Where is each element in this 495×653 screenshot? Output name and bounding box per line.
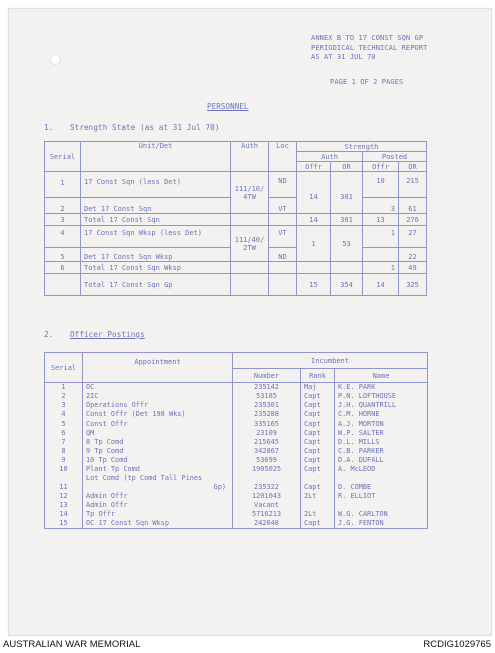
posting-row [45, 392, 428, 401]
serial-cell: 2 [45, 392, 83, 401]
serial-cell: 12 [45, 492, 83, 501]
number-cell: 342867 [233, 447, 301, 456]
table-row [45, 214, 427, 226]
name-cell: C.M. HORNE [335, 410, 428, 419]
auth-cell-empty [231, 262, 269, 274]
serial-cell: 1 [45, 383, 83, 392]
unit-cell: Total 17 Const Sqn Wksp [81, 262, 231, 274]
unit-cell: Det 17 Const Sqn Wksp [81, 248, 231, 262]
number-cell: 53699 [233, 456, 301, 465]
col-unit: Unit/Det [81, 142, 231, 172]
appointment-cell: 9 Tp Comd [83, 447, 233, 456]
serial-cell: 1 [45, 172, 81, 198]
posted-or-cell: 49 [399, 262, 427, 274]
posted-or-cell: 22 [399, 248, 427, 262]
appointment-cell: Operations Offr [83, 401, 233, 410]
col-serial: Serial [45, 142, 81, 172]
appointment-cell: Const Offr [83, 419, 233, 428]
table-row [45, 172, 427, 198]
serial-cell: 4 [45, 410, 83, 419]
name-cell: P.N. LOFTHOUSE [335, 392, 428, 401]
officer-postings-table [44, 352, 428, 529]
auth-or-cell: 354 [331, 274, 363, 296]
serial-cell: 4 [45, 226, 81, 248]
auth-or-cell-empty [331, 262, 363, 274]
name-cell: K.E. PARK [335, 383, 428, 392]
loc-cell: VT [269, 198, 297, 214]
auth-a-line-2: 4TW [243, 193, 256, 201]
serial-cell: 7 [45, 438, 83, 447]
posted-offr-cell: 1 [363, 262, 399, 274]
name-cell: D.L. MILLS [335, 438, 428, 447]
number-cell: 335165 [233, 419, 301, 428]
appointment-cell: 8 Tp Comd [83, 438, 233, 447]
auth-cell-empty [231, 214, 269, 226]
rank-cell: Capt [301, 410, 335, 419]
posted-offr-cell: 14 [363, 274, 399, 296]
rank-cell: Capt [301, 474, 335, 491]
footer-left: AUSTRALIAN WAR MEMORIAL [3, 639, 141, 650]
appointment-cell: 10 Tp Comd [83, 456, 233, 465]
appointment-cell [83, 474, 233, 491]
col-name: Name [335, 369, 428, 383]
loc-cell: ND [269, 248, 297, 262]
name-cell: R. ELLIOT [335, 492, 428, 501]
section-heading: PERSONNEL [207, 102, 249, 111]
unit-cell: 17 Const Sqn Wksp (less Det) [81, 226, 231, 248]
serial-cell: 3 [45, 401, 83, 410]
number-cell: 235288 [233, 410, 301, 419]
posting-row [45, 410, 428, 419]
number-cell: 23109 [233, 428, 301, 437]
rank-cell: Capt [301, 401, 335, 410]
col-appointment: Appointment [83, 353, 233, 383]
section-2-label: Officer Postings [70, 330, 145, 339]
appointment-cell: Const Offr (Det 198 Wks) [83, 410, 233, 419]
col-auth: Auth [231, 142, 269, 172]
appointment-cell: Tp Offr [83, 510, 233, 519]
col-strength-posted: Posted [363, 152, 427, 162]
page-number: PAGE 1 OF 2 PAGES [330, 78, 404, 86]
auth-offr-cell: 14 [297, 172, 331, 214]
posted-offr-cell: 3 [363, 198, 399, 214]
col-number: Number [233, 369, 301, 383]
serial-cell: 3 [45, 214, 81, 226]
col-incumbent: Incumbent [233, 353, 428, 369]
serial-cell: 9 [45, 456, 83, 465]
appointment-line-1: Lot Comd (tp Comd Tall Pines [86, 474, 203, 483]
posting-row [45, 519, 428, 528]
col-serial: Serial [45, 353, 83, 383]
serial-cell: 8 [45, 447, 83, 456]
appointment-cell: 2IC [83, 392, 233, 401]
serial-cell: 6 [45, 262, 81, 274]
loc-cell-empty [269, 274, 297, 296]
appointment-cell: Plant Tp Comd [83, 465, 233, 474]
auth-b-line-1: 111/40/ [234, 235, 265, 244]
name-cell: W.G. CARLTON [335, 510, 428, 519]
number-cell: 242048 [233, 519, 301, 528]
serial-cell: 14 [45, 510, 83, 519]
auth-cell-b [231, 226, 269, 262]
section-2-number: 2. [44, 330, 54, 339]
header-line-1: ANNEX B TO 17 CONST SQN GP [311, 34, 424, 42]
posting-row [45, 438, 428, 447]
rank-cell: Capt [301, 447, 335, 456]
posting-row [45, 419, 428, 428]
unit-cell: Total 17 Const Sqn [81, 214, 231, 226]
col-loc: Loc [269, 142, 297, 172]
rank-cell: Capt [301, 456, 335, 465]
footer-right: RCDIG1029765 [423, 639, 491, 650]
serial-cell: 6 [45, 428, 83, 437]
appointment-line-2: Gp) [213, 482, 226, 491]
posting-row [45, 383, 428, 392]
appointment-cell: QM [83, 428, 233, 437]
rank-cell: 2Lt [301, 510, 335, 519]
postings-body [45, 383, 428, 529]
name-cell: C.B. PARKER [335, 447, 428, 456]
auth-offr-cell-empty [297, 262, 331, 274]
auth-or-cell: 53 [331, 226, 363, 262]
auth-a-line-1: 111/10/ [234, 185, 265, 193]
posted-or-cell: 215 [399, 172, 427, 198]
posting-row [45, 456, 428, 465]
table-row [45, 226, 427, 248]
rank-cell: Capt [301, 438, 335, 447]
posted-offr-cell: 10 [363, 172, 399, 198]
name-cell: A. McLEOD [335, 465, 428, 474]
name-cell: W.P. SALTER [335, 428, 428, 437]
header-line-3: AS AT 31 JUL 70 [311, 53, 376, 61]
posted-offr-cell: 1 [363, 226, 399, 248]
name-cell: J.G. FENTON [335, 519, 428, 528]
number-cell: 1201043 [233, 492, 301, 501]
posting-row [45, 474, 428, 491]
posted-offr-cell: 13 [363, 214, 399, 226]
posted-or-cell: 27 [399, 226, 427, 248]
rank-cell: Capt [301, 428, 335, 437]
posting-row [45, 492, 428, 501]
number-cell: 215645 [233, 438, 301, 447]
posted-or-cell: 276 [399, 214, 427, 226]
name-cell: A.J. MORTON [335, 419, 428, 428]
rank-cell [301, 501, 335, 510]
posted-or-cell: 61 [399, 198, 427, 214]
table-row [45, 262, 427, 274]
auth-or-cell: 301 [331, 172, 363, 214]
appointment-cell: OC 17 Const Sqn Wksp [83, 519, 233, 528]
strength-state-table [44, 141, 427, 296]
number-cell: 1905025 [233, 465, 301, 474]
posted-offr-cell-empty [363, 248, 399, 262]
appointment-cell: Admin Offr [83, 501, 233, 510]
name-cell: D.A. DUFALL [335, 456, 428, 465]
auth-offr-cell: 14 [297, 214, 331, 226]
serial-cell-empty [45, 274, 81, 296]
rank-cell: Capt [301, 519, 335, 528]
rank-cell: Maj [301, 383, 335, 392]
rank-cell: Capt [301, 392, 335, 401]
loc-cell-empty [269, 262, 297, 274]
posting-row [45, 428, 428, 437]
number-cell: 5716213 [233, 510, 301, 519]
name-cell: D. COMBE [335, 474, 428, 491]
unit-cell: 17 Const Sqn (less Det) [81, 172, 231, 198]
auth-or-cell: 301 [331, 214, 363, 226]
auth-b-line-2: 2TW [243, 243, 256, 252]
punch-hole [50, 54, 61, 65]
auth-cell-empty [231, 274, 269, 296]
auth-offr-cell: 1 [297, 226, 331, 262]
loc-cell: ND [269, 172, 297, 198]
posting-row [45, 501, 428, 510]
section-1-title [44, 123, 220, 132]
rank-cell: 2Lt [301, 492, 335, 501]
number-cell: Vacant [233, 501, 301, 510]
posted-or-cell: 325 [399, 274, 427, 296]
posting-row [45, 401, 428, 410]
table-row-total [45, 274, 427, 296]
number-cell: 235301 [233, 401, 301, 410]
rank-cell: Capt [301, 419, 335, 428]
col-strength-auth: Auth [297, 152, 363, 162]
section-1-number: 1. [44, 123, 54, 132]
loc-cell: VT [269, 226, 297, 248]
serial-cell: 5 [45, 248, 81, 262]
number-cell: 53185 [233, 392, 301, 401]
posting-row [45, 447, 428, 456]
appointment-cell: Admin Offr [83, 492, 233, 501]
loc-cell-empty [269, 214, 297, 226]
annex-header [311, 34, 428, 63]
col-rank: Rank [301, 369, 335, 383]
serial-cell: 13 [45, 501, 83, 510]
appointment-cell: OC [83, 383, 233, 392]
rank-cell: Capt [301, 465, 335, 474]
col-posted-or: OR [399, 162, 427, 172]
serial-cell: 5 [45, 419, 83, 428]
unit-cell: Total 17 Const Sqn Gp [81, 274, 231, 296]
number-cell: 235142 [233, 383, 301, 392]
serial-cell: 15 [45, 519, 83, 528]
serial-cell: 10 [45, 465, 83, 474]
posting-row [45, 465, 428, 474]
number-cell: 235322 [233, 474, 301, 491]
section-2-title [44, 330, 145, 339]
auth-cell-a [231, 172, 269, 214]
posting-row [45, 510, 428, 519]
serial-cell: 11 [45, 474, 83, 491]
col-auth-or: OR [331, 162, 363, 172]
name-cell: J.H. QUANTRILL [335, 401, 428, 410]
col-strength: Strength [297, 142, 427, 152]
section-1-label: Strength State (as at 31 Jul 70) [70, 123, 220, 132]
serial-cell: 2 [45, 198, 81, 214]
document-page [8, 8, 492, 636]
unit-cell: Det 17 Const Sqn [81, 198, 231, 214]
name-cell [335, 501, 428, 510]
col-posted-offr: Offr [363, 162, 399, 172]
col-auth-offr: Offr [297, 162, 331, 172]
header-line-2: PERIODICAL TECHNICAL REPORT [311, 43, 428, 52]
auth-offr-cell: 15 [297, 274, 331, 296]
